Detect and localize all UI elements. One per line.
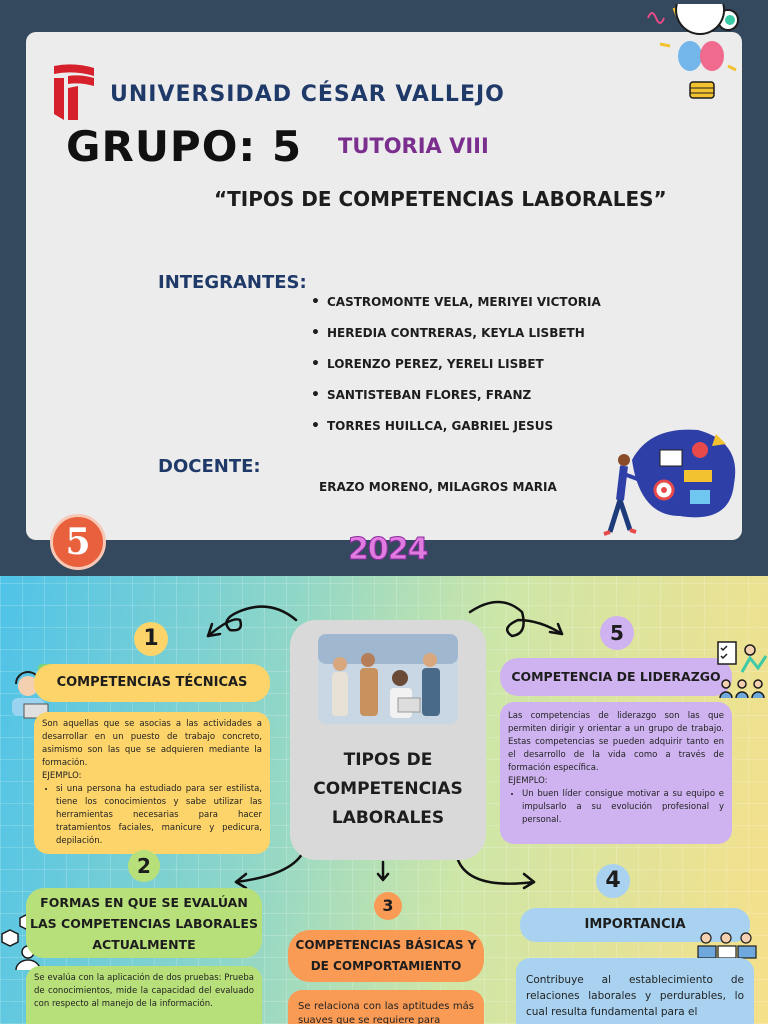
members-heading: INTEGRANTES:: [158, 272, 307, 293]
member-item: • TORRES HUILLCA, GABRIEL JESUS: [311, 419, 601, 450]
section-1-number: 1: [134, 622, 168, 656]
lightbulb-brain-icon: [638, 4, 746, 116]
course-name: TUTORIA VIII: [338, 134, 489, 158]
section-5-heading: COMPETENCIA DE LIDERAZGO: [500, 658, 732, 696]
section-3-content: [288, 990, 484, 1024]
section-5-number: 5: [600, 616, 634, 650]
section-3-heading: COMPETENCIAS BÁSICAS Y DE COMPORTAMIENTO: [288, 930, 484, 982]
members-list: [311, 295, 601, 450]
section-4-heading: IMPORTANCIA: [520, 908, 750, 942]
teacher-heading: DOCENTE:: [158, 456, 261, 477]
member-item: • LORENZO PEREZ, YERELI LISBET: [311, 357, 601, 388]
section-5-bullet: • Un buen líder consigue motivar a su equipo e impulsarlo a su evolución profesional y personal.: [522, 788, 724, 827]
university-logo-icon: [50, 64, 98, 122]
group-title: GRUPO: 5: [66, 122, 303, 171]
university-name: UNIVERSIDAD CÉSAR VALLEJO: [110, 82, 505, 107]
section-1-content: [34, 712, 270, 854]
year-label: 2024: [348, 532, 428, 567]
section-3-number: 3: [374, 892, 402, 920]
cover-card: [26, 32, 742, 567]
group-number-badge: 5: [50, 514, 106, 570]
section-2-number: 2: [128, 850, 160, 882]
member-item: • SANTISTEBAN FLORES, FRANZ: [311, 388, 601, 419]
section-1-body: Son aquellas que se asocias a las actividades a desarrollar en un puesto de trabajo concreto, asimismo son las que se adquieren mediante la formación.: [42, 719, 262, 768]
section-1-example-label: EJEMPLO:: [42, 771, 82, 781]
section-3-body: Se relaciona con las aptitudes más suaves que se requiere para: [298, 1001, 474, 1024]
creative-person-illustration-icon: [580, 420, 742, 544]
center-card: [290, 620, 486, 860]
section-2-content: [26, 966, 262, 1024]
section-4-content: [516, 958, 754, 1024]
section-2-body: Se evalúa con la aplicación de dos pruebas: Prueba de conocimientos, mide la capacidad del evaluado con respecto al manejo de la información.: [34, 973, 254, 1009]
section-4-number: 4: [596, 864, 630, 898]
team-photo-image: [318, 634, 458, 724]
section-5-body: Las competencias de liderazgo son las que permiten dirigir y orientar a un grupo de trabajo. Estas competencias se pueden adquirir tanto en el desarrollo de la vida como a través de formación específica.: [508, 711, 724, 773]
section-1-bullet: • si una persona ha estudiado para ser estilista, tiene los conocimientos y sabe utilizar las herramientas necesarias para hacer tratamientos faciales, manicure y pedicura, depilación.: [56, 783, 262, 848]
leader-team-icon: [716, 638, 768, 700]
member-item: • CASTROMONTE VELA, MERIYEI VICTORIA: [311, 295, 601, 326]
infographic-title: TIPOS DE COMPETENCIAS LABORALES: [313, 750, 463, 828]
infographic-panel: [0, 576, 768, 1024]
section-2-heading: FORMAS EN QUE SE EVALÚAN LAS COMPETENCIAS LABORALES ACTUALMENTE: [26, 888, 262, 958]
presentation-title: “TIPOS DE COMPETENCIAS LABORALES”: [214, 187, 667, 211]
section-5-example-label: EJEMPLO:: [508, 776, 548, 786]
section-5-content: [500, 702, 732, 844]
section-1-heading: COMPETENCIAS TÉCNICAS: [34, 664, 270, 702]
teacher-name: ERAZO MORENO, MILAGROS MARIA: [319, 480, 557, 494]
section-4-body: Contribuye al establecimiento de relaciones laborales y perdurables, lo cual resulta fundamental para el: [526, 974, 744, 1018]
member-item: • HEREDIA CONTRERAS, KEYLA LISBETH: [311, 326, 601, 357]
